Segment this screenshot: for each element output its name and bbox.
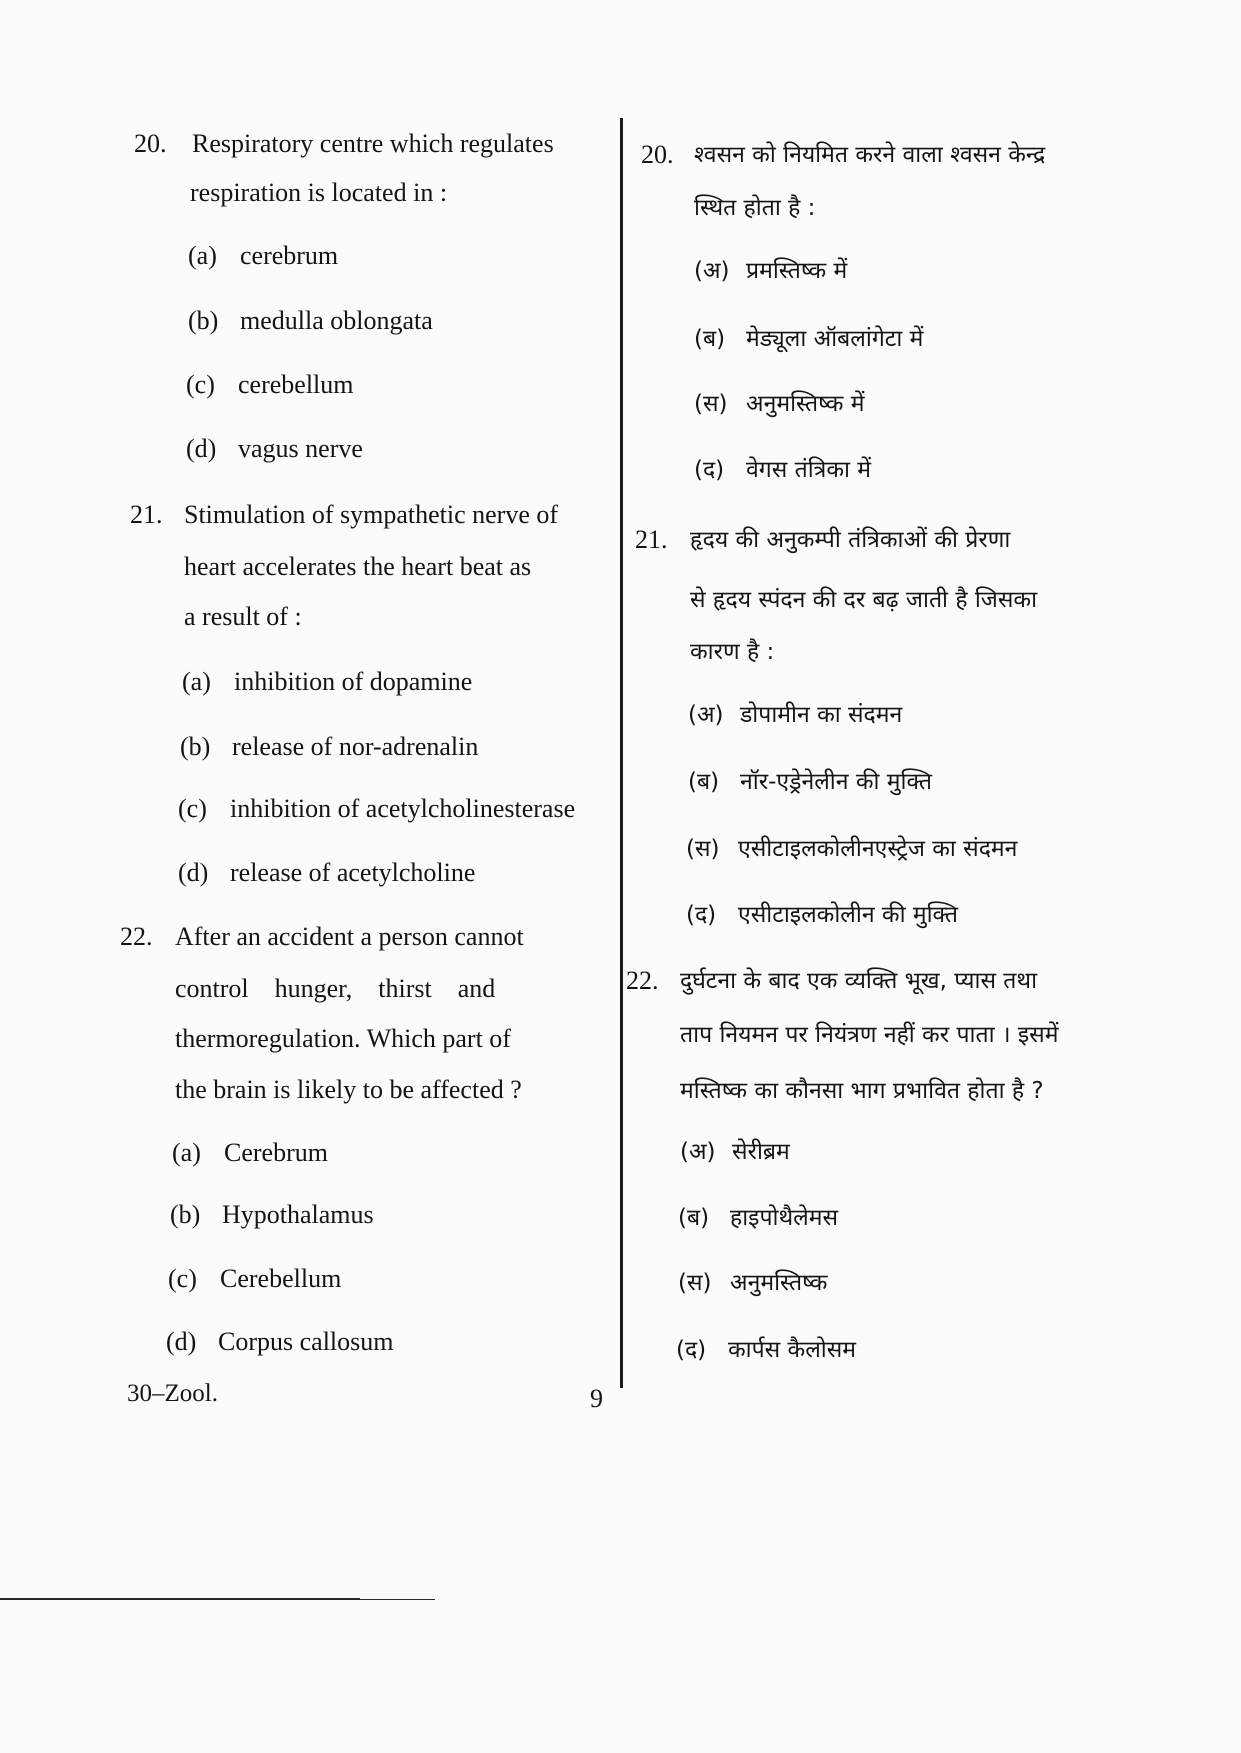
option-22b[interactable]: (b) Hypothalamus [170,1200,374,1229]
scan-rule-line [360,1599,435,1600]
question-text-line: Stimulation of sympathetic nerve of [184,500,559,529]
question-text-line: After an accident a person cannot [175,922,524,951]
question-text-line: स्थित होता है : [694,195,816,221]
option-22a-hi[interactable]: (अ) सेरीब्रम [680,1139,790,1165]
question-number: 20. [641,140,674,169]
option-21c-hi[interactable]: (स) एसीटाइलकोलीनएस्ट्रेज का संदमन [686,836,1018,862]
question-number: 21. [635,525,668,554]
option-20d[interactable]: (d) vagus nerve [186,434,363,463]
question-text-line: मस्तिष्क का कौनसा भाग प्रभावित होता है ? [680,1078,1044,1104]
option-22c[interactable]: (c) Cerebellum [168,1264,342,1293]
question-number: 21. [130,500,163,529]
option-20c-hi[interactable]: (स) अनुमस्तिष्क में [694,391,865,417]
option-21c[interactable]: (c) inhibition of acetylcholinesterase [178,794,576,823]
option-21b-hi[interactable]: (ब) नॉर-एड्रेनेलीन की मुक्ति [688,769,932,795]
question-text-line: respiration is located in : [190,178,448,207]
option-20a-hi[interactable]: (अ) प्रमस्तिष्क में [694,258,848,284]
question-text-line: कारण है : [690,639,775,665]
column-divider [620,118,623,1388]
option-20a[interactable]: (a) cerebrum [188,241,339,270]
question-text-line: heart accelerates the heart beat as [184,552,532,581]
option-22d-hi[interactable]: (द) कार्पस कैलोसम [676,1337,857,1363]
option-20c[interactable]: (c) cerebellum [186,370,354,399]
question-text-line: श्वसन को नियमित करने वाला श्वसन केन्द्र [694,142,1046,168]
option-21a[interactable]: (a) inhibition of dopamine [182,667,473,696]
option-21a-hi[interactable]: (अ) डोपामीन का संदमन [688,702,903,728]
question-text-line: ताप नियमन पर नियंत्रण नहीं कर पाता । इसमें [680,1022,1059,1048]
paper-code: 30–Zool. [127,1380,218,1407]
question-text-line: दुर्घटना के बाद एक व्यक्ति भूख, प्यास तथा [680,968,1038,994]
question-number: 22. [120,922,153,951]
question-number: 20. [134,129,167,158]
option-20d-hi[interactable]: (द) वेगस तंत्रिका में [694,457,872,483]
page-number: 9 [590,1384,603,1413]
option-22d[interactable]: (d) Corpus callosum [166,1327,394,1356]
question-text-line: a result of : [184,602,302,631]
option-21d-hi[interactable]: (द) एसीटाइलकोलीन की मुक्ति [686,902,958,928]
question-text-line: हृदय की अनुकम्पी तंत्रिकाओं की प्रेरणा [690,527,1011,553]
question-number: 22. [626,966,659,995]
option-22b-hi[interactable]: (ब) हाइपोथैलेमस [678,1205,839,1231]
option-22c-hi[interactable]: (स) अनुमस्तिष्क [678,1270,828,1296]
question-text-line: thermoregulation. Which part of [175,1024,511,1053]
option-20b-hi[interactable]: (ब) मेड्यूला ऑबलांगेटा में [694,326,924,352]
option-20b[interactable]: (b) medulla oblongata [188,306,433,335]
option-22a[interactable]: (a) Cerebrum [172,1138,328,1167]
option-21b[interactable]: (b) release of nor-adrenalin [180,732,479,761]
question-text-line: control hunger, thirst and [175,974,496,1003]
question-text-line: the brain is likely to be affected ? [175,1075,522,1104]
option-21d[interactable]: (d) release of acetylcholine [178,858,476,887]
question-text-line: Respiratory centre which regulates [192,129,554,158]
question-text-line: से हृदय स्पंदन की दर बढ़ जाती है जिसका [690,587,1038,613]
scan-rule-line [0,1598,360,1600]
